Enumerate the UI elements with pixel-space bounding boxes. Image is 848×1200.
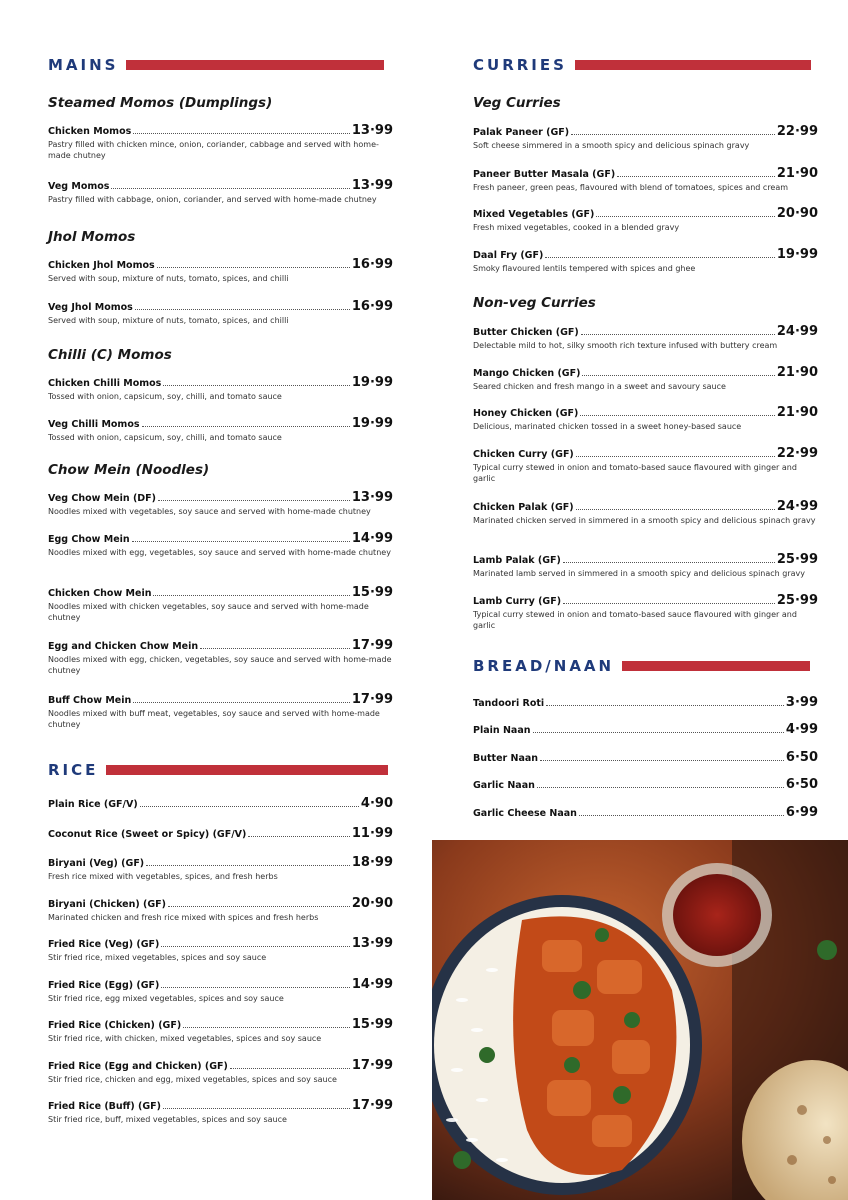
item-price: 21·90 [776, 166, 818, 181]
item-name: Egg Chow Mein [48, 534, 130, 545]
dot-leader [563, 561, 775, 563]
dot-leader [533, 731, 784, 733]
menu-item-daal-fry-gf [473, 248, 818, 274]
item-price: 13·99 [351, 936, 393, 951]
dot-leader [140, 805, 359, 807]
item-description: Smoky flavoured lentils tempered with spices and ghee [473, 264, 696, 273]
item-name: Butter Chicken (GF) [473, 327, 579, 338]
item-name: Palak Paneer (GF) [473, 127, 570, 138]
item-price: 17·99 [351, 692, 393, 707]
item-name: Paneer Butter Masala (GF) [473, 169, 616, 180]
item-price: 6·50 [785, 777, 818, 792]
rice-title: RICE [48, 761, 99, 779]
dot-leader [571, 133, 775, 135]
bread-header [473, 656, 811, 676]
rice-bar [106, 765, 388, 775]
item-description: Stir fried rice, buff, mixed vegetables, spices and soy sauce [48, 1115, 287, 1124]
menu-item-lamb-curry-gf [473, 594, 818, 631]
item-price: 24·99 [776, 324, 818, 339]
item-description: Served with soup, mixture of nuts, tomato, spices, and chilli [48, 274, 289, 283]
item-description: Tossed with onion, capsicum, soy, chilli, and tomato sauce [48, 433, 282, 442]
item-description: Noodles mixed with vegetables, soy sauce and served with home-made chutney [48, 507, 371, 516]
item-name: Daal Fry (GF) [473, 250, 544, 261]
menu-item-fried-rice-egg-gf [48, 978, 393, 1004]
item-price: 19·99 [351, 375, 393, 390]
item-description: Noodles mixed with egg, vegetables, soy sauce and served with home-made chutney [48, 548, 391, 557]
item-description: Noodles mixed with buff meat, vegetables, soy sauce and served with home-made chutney [48, 709, 380, 729]
item-description: Stir fried rice, egg mixed vegetables, spices and soy sauce [48, 994, 284, 1003]
dot-leader [161, 986, 349, 988]
item-price: 22·99 [776, 446, 818, 461]
item-price: 17·99 [351, 1058, 393, 1073]
item-name: Honey Chicken (GF) [473, 408, 579, 419]
item-description: Marinated lamb served in simmered in a smooth spicy and delicious spinach gravy [473, 569, 806, 578]
item-price: 25·99 [776, 552, 818, 567]
menu-item-mango-chicken-gf [473, 366, 818, 392]
dot-leader [582, 374, 774, 376]
item-name: Lamb Curry (GF) [473, 596, 562, 607]
item-description: Pastry filled with cabbage, onion, coriander, and served with home-made chutney [48, 195, 377, 204]
bread-title: BREAD/NAAN [473, 657, 615, 675]
menu-item-biryani-chicken-gf [48, 897, 393, 923]
item-price: 19·99 [351, 416, 393, 431]
item-description: Stir fried rice, chicken and egg, mixed vegetables, spices and soy sauce [48, 1075, 337, 1084]
item-name: Fried Rice (Veg) (GF) [48, 939, 160, 950]
item-name: Veg Chilli Momos [48, 419, 140, 430]
item-description: Delectable mild to hot, silky smooth rich texture infused with buttery cream [473, 341, 778, 350]
item-price: 13·99 [351, 490, 393, 505]
item-description: Pastry filled with chicken mince, onion, coriander, cabbage and served with home-made chutney [48, 140, 379, 160]
item-name: Veg Chow Mein (DF) [48, 493, 157, 504]
item-description: Typical curry stewed in onion and tomato-based sauce flavoured with ginger and garlic [473, 463, 797, 483]
menu-item-chicken-chilli-momos [48, 376, 393, 402]
item-name: Fried Rice (Chicken) (GF) [48, 1020, 182, 1031]
item-name: Fried Rice (Buff) (GF) [48, 1101, 161, 1112]
item-price: 4·90 [360, 796, 393, 811]
item-description: Tossed with onion, capsicum, soy, chilli, and tomato sauce [48, 392, 282, 401]
item-price: 15·99 [351, 585, 393, 600]
menu-item-buff-chow-mein [48, 693, 393, 730]
item-name: Fried Rice (Egg and Chicken) (GF) [48, 1061, 228, 1072]
nonveg-curries-heading: Non-veg Curries [473, 295, 596, 311]
dot-leader [200, 647, 350, 649]
dot-leader [133, 701, 350, 703]
menu-item-biryani-veg-gf [48, 856, 393, 882]
item-name: Fried Rice (Egg) (GF) [48, 980, 160, 991]
item-price: 22·99 [776, 124, 818, 139]
item-name: Chicken Chow Mein [48, 588, 152, 599]
mains-header [48, 55, 388, 75]
menu-item-fried-rice-buff-gf [48, 1099, 393, 1125]
item-price: 17·99 [351, 638, 393, 653]
item-name: Garlic Naan [473, 780, 535, 791]
item-name: Veg Jhol Momos [48, 302, 133, 313]
menu-item-palak-paneer-gf [473, 125, 818, 151]
item-name: Coconut Rice (Sweet or Spicy) (GF/V) [48, 829, 247, 840]
curries-header [473, 55, 811, 75]
item-name: Lamb Palak (GF) [473, 555, 561, 566]
dot-leader [581, 333, 775, 335]
dot-leader [576, 455, 775, 457]
item-description: Soft cheese simmered in a smooth spicy and delicious spinach gravy [473, 141, 750, 150]
chow-mein-heading: Chow Mein (Noodles) [48, 462, 210, 478]
item-name: Chicken Palak (GF) [473, 502, 574, 513]
item-price: 20·90 [776, 206, 818, 221]
menu-item-mixed-vegetables-gf [473, 207, 818, 233]
item-name: Mixed Vegetables (GF) [473, 209, 595, 220]
item-price: 14·99 [351, 977, 393, 992]
item-description: Served with soup, mixture of nuts, tomato, spices, and chilli [48, 316, 289, 325]
dot-leader [168, 905, 350, 907]
dot-leader [157, 266, 350, 268]
item-price: 13·99 [351, 123, 393, 138]
dot-leader [563, 602, 775, 604]
item-description: Marinated chicken and fresh rice mixed with spices and fresh herbs [48, 913, 319, 922]
menu-item-egg-and-chicken-chow-mein [48, 639, 393, 676]
menu-item-veg-chow-mein-df [48, 491, 393, 517]
dot-leader [546, 704, 784, 706]
menu-item-paneer-butter-masala-gf [473, 167, 818, 193]
steamed-momos-heading: Steamed Momos (Dumplings) [48, 95, 273, 111]
item-description: Fresh paneer, green peas, flavoured with blend of tomatoes, spices and cream [473, 183, 789, 192]
dot-leader [248, 835, 350, 837]
dot-leader [537, 786, 784, 788]
item-price: 3·99 [785, 695, 818, 710]
item-name: Chicken Momos [48, 126, 132, 137]
dot-leader [540, 759, 784, 761]
dot-leader [545, 256, 775, 258]
item-price: 4·99 [785, 722, 818, 737]
item-price: 17·99 [351, 1098, 393, 1113]
item-name: Buff Chow Mein [48, 695, 132, 706]
item-name: Chicken Curry (GF) [473, 449, 574, 460]
menu-item-garlic-cheese-naan [473, 806, 818, 819]
item-name: Butter Naan [473, 753, 539, 764]
item-name: Egg and Chicken Chow Mein [48, 641, 199, 652]
menu-item-veg-momos [48, 179, 393, 205]
dot-leader [135, 308, 350, 310]
mains-title: MAINS [48, 56, 119, 74]
item-price: 6·99 [785, 805, 818, 820]
item-name: Chicken Chilli Momos [48, 378, 162, 389]
item-description: Delicious, marinated chicken tossed in a sweet honey-based sauce [473, 422, 742, 431]
dot-leader [146, 864, 350, 866]
menu-item-fried-rice-egg-and-chicken-gf [48, 1059, 393, 1085]
item-description: Fresh rice mixed with vegetables, spices, and fresh herbs [48, 872, 278, 881]
mains-bar [126, 60, 384, 70]
rice-header [48, 760, 388, 780]
item-price: 16·99 [351, 257, 393, 272]
item-price: 11·99 [351, 826, 393, 841]
item-name: Biryani (Veg) (GF) [48, 858, 145, 869]
dot-leader [617, 175, 775, 177]
menu-item-egg-chow-mein [48, 532, 393, 558]
dot-leader [596, 215, 775, 217]
dot-leader [142, 425, 350, 427]
item-price: 13·99 [351, 178, 393, 193]
item-description: Noodles mixed with chicken vegetables, soy sauce and served with home-made chutney [48, 602, 369, 622]
item-name: Plain Naan [473, 725, 531, 736]
menu-item-fried-rice-chicken-gf [48, 1018, 393, 1044]
dot-leader [158, 499, 350, 501]
menu-item-tandoori-roti [473, 696, 818, 709]
item-price: 18·99 [351, 855, 393, 870]
item-price: 24·99 [776, 499, 818, 514]
menu-item-chicken-curry-gf [473, 447, 818, 484]
menu-item-garlic-naan [473, 778, 818, 791]
dot-leader [132, 540, 350, 542]
item-price: 21·90 [776, 405, 818, 420]
curry-dish-photo [432, 840, 848, 1200]
menu-item-veg-jhol-momos [48, 300, 393, 326]
item-name: Mango Chicken (GF) [473, 368, 581, 379]
item-price: 19·99 [776, 247, 818, 262]
menu-item-butter-chicken-gf [473, 325, 818, 351]
menu-item-coconut-rice-sweet-or-spicy-gf-v [48, 827, 393, 840]
menu-item-fried-rice-veg-gf [48, 937, 393, 963]
item-name: Biryani (Chicken) (GF) [48, 899, 166, 910]
item-price: 21·90 [776, 365, 818, 380]
dot-leader [579, 814, 784, 816]
curries-title: CURRIES [473, 56, 567, 74]
veg-curries-heading: Veg Curries [473, 95, 561, 111]
menu-item-lamb-palak-gf [473, 553, 818, 579]
curries-bar [575, 60, 811, 70]
dot-leader [230, 1067, 350, 1069]
dot-leader [111, 187, 349, 189]
dot-leader [133, 132, 350, 134]
item-price: 16·99 [351, 299, 393, 314]
item-description: Fresh mixed vegetables, cooked in a blended gravy [473, 223, 680, 232]
bread-bar [622, 661, 810, 671]
dot-leader [576, 508, 775, 510]
item-name: Tandoori Roti [473, 698, 545, 709]
menu-item-chicken-palak-gf [473, 500, 818, 526]
item-description: Noodles mixed with egg, chicken, vegetables, soy sauce and served with home-made chutney [48, 655, 392, 675]
item-price: 6·50 [785, 750, 818, 765]
menu-item-honey-chicken-gf [473, 406, 818, 432]
item-price: 20·90 [351, 896, 393, 911]
dot-leader [163, 384, 350, 386]
menu-item-veg-chilli-momos [48, 417, 393, 443]
dot-leader [163, 1107, 350, 1109]
item-description: Marinated chicken served in simmered in a smooth spicy and delicious spinach gravy [473, 516, 816, 525]
menu-item-chicken-momos [48, 124, 393, 161]
item-price: 25·99 [776, 593, 818, 608]
dot-leader [153, 594, 349, 596]
item-price: 15·99 [351, 1017, 393, 1032]
item-name: Veg Momos [48, 181, 110, 192]
jhol-momos-heading: Jhol Momos [48, 229, 136, 245]
item-description: Typical curry stewed in onion and tomato-based sauce flavoured with ginger and garlic [473, 610, 797, 630]
item-description: Stir fried rice, with chicken, mixed vegetables, spices and soy sauce [48, 1034, 322, 1043]
menu-item-plain-naan [473, 723, 818, 736]
item-name: Garlic Cheese Naan [473, 808, 577, 819]
menu-item-chicken-chow-mein [48, 586, 393, 623]
item-description: Seared chicken and fresh mango in a sweet and savoury sauce [473, 382, 726, 391]
menu-item-butter-naan [473, 751, 818, 764]
dot-leader [580, 414, 775, 416]
dot-leader [183, 1026, 350, 1028]
item-name: Plain Rice (GF/V) [48, 799, 138, 810]
dot-leader [161, 945, 350, 947]
menu-item-plain-rice-gf-v [48, 797, 393, 810]
item-name: Chicken Jhol Momos [48, 260, 155, 271]
item-description: Stir fried rice, mixed vegetables, spices and soy sauce [48, 953, 267, 962]
chilli-momos-heading: Chilli (C) Momos [48, 347, 172, 363]
menu-item-chicken-jhol-momos [48, 258, 393, 284]
item-price: 14·99 [351, 531, 393, 546]
